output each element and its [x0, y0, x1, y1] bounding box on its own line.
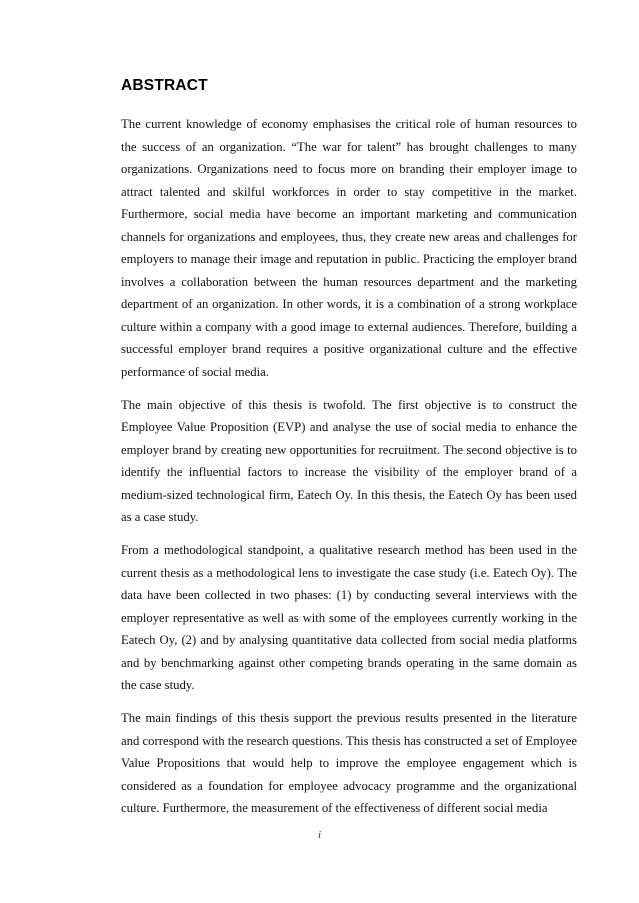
paragraph-objectives: The main objective of this thesis is twofold. The first objective is to construct the Employee Value Proposition (EVP) and analyse the use of social media to enhance the employer brand by creating new opportunities for recruitment. The second objective is to identify the influential factors to increase the visibility of the employer brand of a medium-sized technological firm, Eatech Oy. In this thesis, the Eatech Oy has been used as a case study. — [121, 397, 577, 524]
abstract-body — [121, 113, 577, 830]
paragraph-employer-branding: The current knowledge of economy emphasises the critical role of human resources to the success of an organization. “The war for talent” has brought challenges to many organizations. Organizations need to focus more on branding their employer image to attract talented and skilful workforces in order to stay competitive in the market. Furthermore, social media have become an important marketing and communication channels for organizations and employees, thus, they create new areas and challenges for employers to manage their image and reputation in public. Practicing the employer brand involves a collaboration between the human resources department and the marketing department of an organization. In other words, it is a combination of a strong workplace culture within a company with a good image to external audiences. Therefore, building a successful employer brand requires a positive organizational culture and the effective performance of social media. — [121, 117, 577, 379]
paragraph-methodology: From a methodological standpoint, a qualitative research method has been used in the current thesis as a methodological lens to investigate the case study (i.e. Eatech Oy). The data have been collected in two phases: (1) by conducting several interviews with the employer representative as well as with some of the employees currently working in the Eatech Oy, (2) and by analysing quantitative data collected from social media platforms and by benchmarking against other competing brands operating in the same domain as the case study. — [121, 543, 577, 692]
page-number: i — [317, 829, 322, 841]
abstract-heading: ABSTRACT — [121, 77, 208, 94]
paragraph-findings: The main findings of this thesis support the previous results presented in the literature and correspond with the research questions. This thesis has constructed a set of Employee Value Propositions that would help to improve the employee engagement which is considered as a foundation for employee advocacy programme and the organizational culture. Furthermore, the measurement of the effectiveness of different social media — [121, 711, 577, 815]
